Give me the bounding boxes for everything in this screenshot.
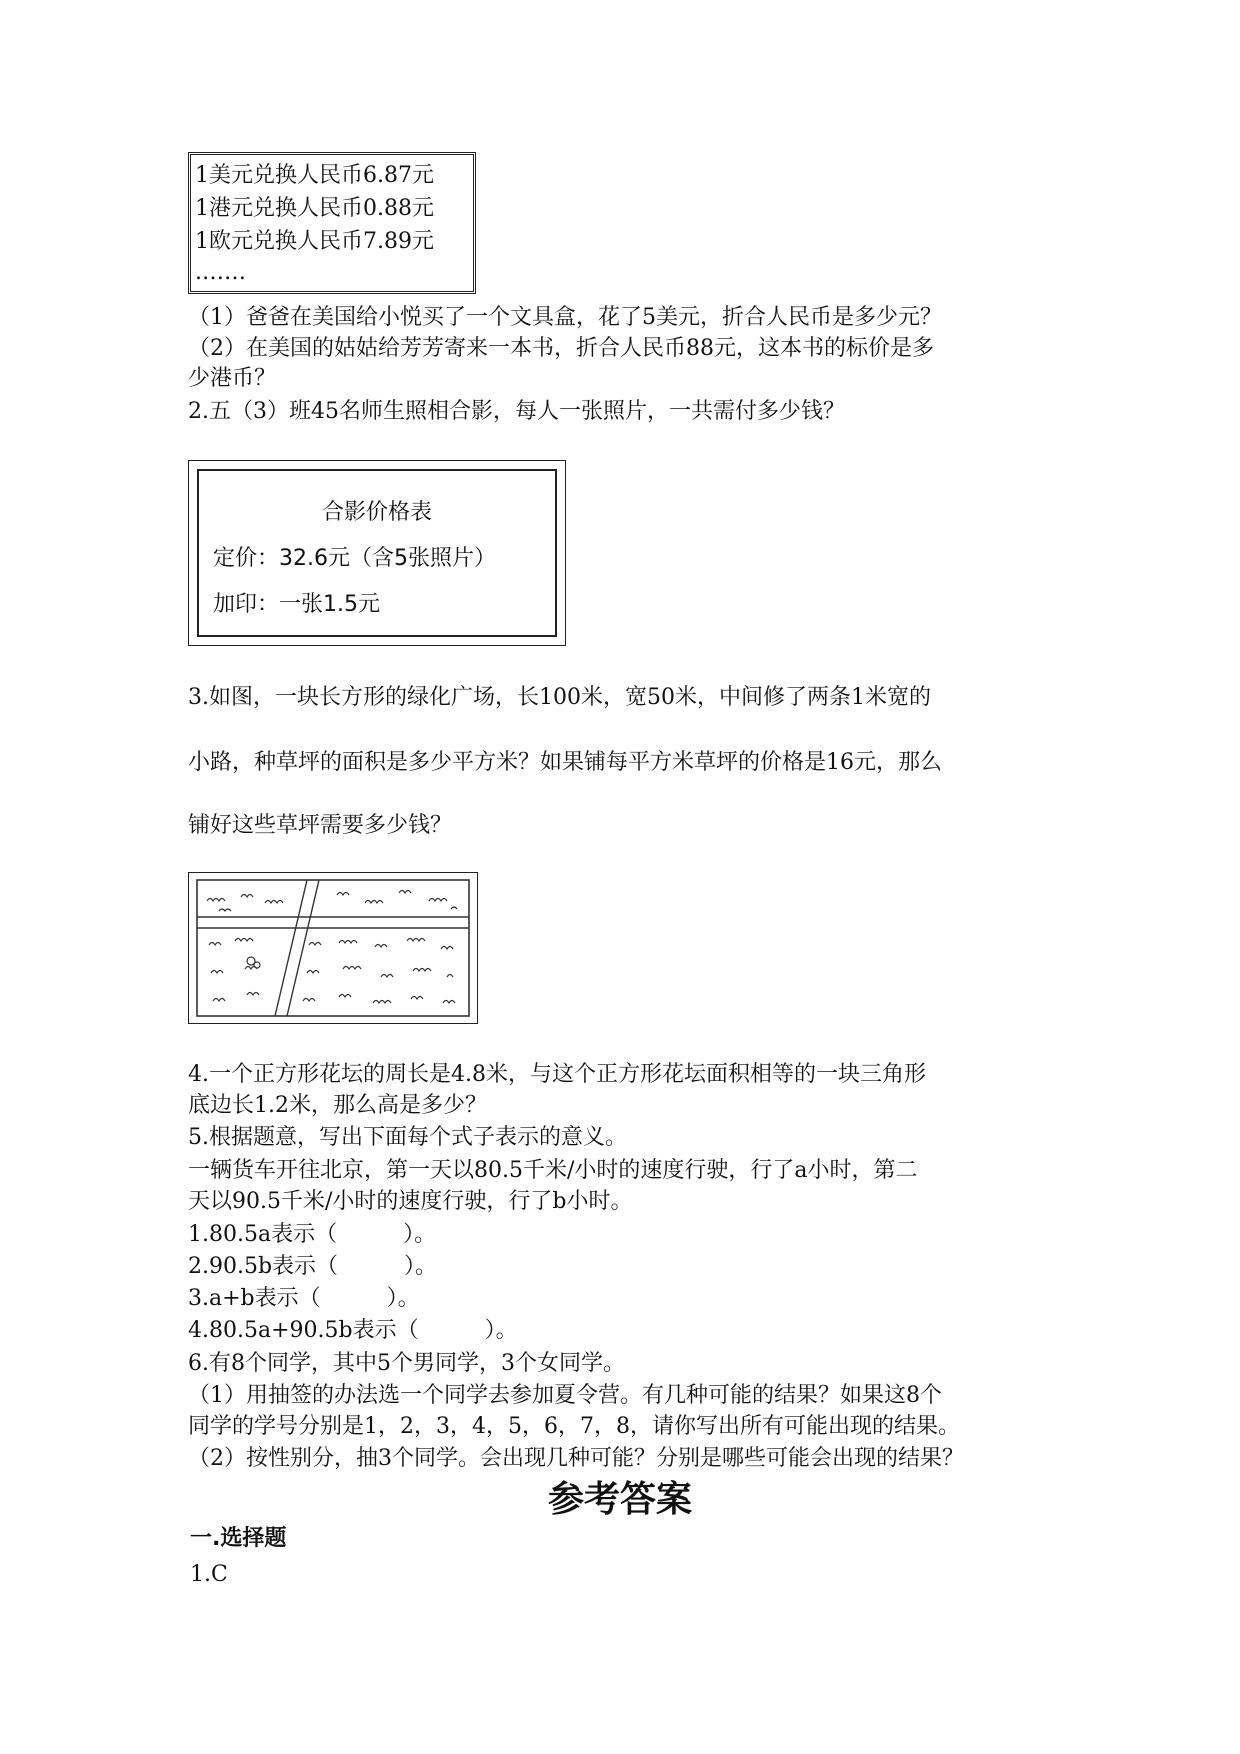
- q1-sub1: （1）爸爸在美国给小悦买了一个文具盒，花了5美元，折合人民币是多少元？: [188, 305, 942, 330]
- price-table-frame: [188, 460, 566, 646]
- price-table: [197, 469, 557, 637]
- q5-item-4: 4.80.5a+90.5b表示（ ）。: [188, 1318, 518, 1343]
- lawn-diagram: [188, 872, 478, 1024]
- price-table-row-extra: 加印：一张1.5元: [213, 592, 380, 617]
- lawn-diagram-drawing: [189, 873, 477, 1023]
- rate-more: .……: [195, 260, 246, 285]
- answers-heading: 参考答案: [547, 1479, 692, 1520]
- q5-title: 5.根据题意，写出下面每个式子表示的意义。: [188, 1125, 627, 1150]
- rate-hkd: 1港元兑换人民币0.88元: [195, 196, 434, 221]
- q1-sub2-line2: 少港币？: [188, 366, 277, 391]
- answers-section-title: 一.选择题: [190, 1526, 287, 1551]
- price-table-title: 合影价格表: [321, 500, 432, 525]
- q5-para-line1: 一辆货车开往北京，第一天以80.5千米/小时的速度行驶，行了a小时，第二: [188, 1158, 918, 1183]
- price-table-row-base: 定价：32.6元（含5张照片）: [213, 546, 496, 571]
- rate-usd: 1美元兑换人民币6.87元: [195, 163, 434, 188]
- q6-title: 6.有8个同学，其中5个男同学，3个女同学。: [188, 1351, 625, 1376]
- answer-1: 1.C: [190, 1562, 228, 1587]
- q6-sub2: （2）按性别分，抽3个同学。会出现几种可能？分别是哪些可能会出现的结果？: [188, 1446, 964, 1471]
- q2-text: 2.五（3）班45名师生照相合影，每人一张照片，一共需付多少钱？: [188, 399, 845, 424]
- rate-eur: 1欧元兑换人民币7.89元: [195, 229, 434, 254]
- q3-line3: 铺好这些草坪需要多少钱？: [188, 813, 453, 838]
- q6-sub1-line2: 同学的学号分别是1，2，3，4，5，6，7，8，请你写出所有可能出现的结果。: [188, 1414, 960, 1439]
- q5-item-3: 3.a+b表示（ ）。: [188, 1286, 420, 1311]
- q4-line1: 4.一个正方形花坛的周长是4.8米，与这个正方形花坛面积相等的一块三角形: [188, 1062, 926, 1087]
- q5-para-line2: 天以90.5千米/小时的速度行驶，行了b小时。: [188, 1189, 633, 1214]
- q3-line2: 小路，种草坪的面积是多少平方米？如果铺每平方米草坪的价格是16元，那么: [188, 750, 942, 775]
- q5-item-2: 2.90.5b表示（ ）。: [188, 1254, 438, 1279]
- q5-item-1: 1.80.5a表示（ ）。: [188, 1222, 437, 1247]
- q6-sub1-line1: （1）用抽签的办法选一个同学去参加夏令营。有几种可能的结果？如果这8个: [188, 1383, 942, 1408]
- q1-sub2-line1: （2）在美国的姑姑给芳芳寄来一本书，折合人民币88元，这本书的标价是多: [188, 336, 934, 361]
- q3-line1: 3.如图，一块长方形的绿化广场，长100米，宽50米，中间修了两条1米宽的: [188, 685, 931, 710]
- exchange-rate-box: [188, 152, 476, 294]
- q4-line2: 底边长1.2米，那么高是多少？: [188, 1093, 487, 1118]
